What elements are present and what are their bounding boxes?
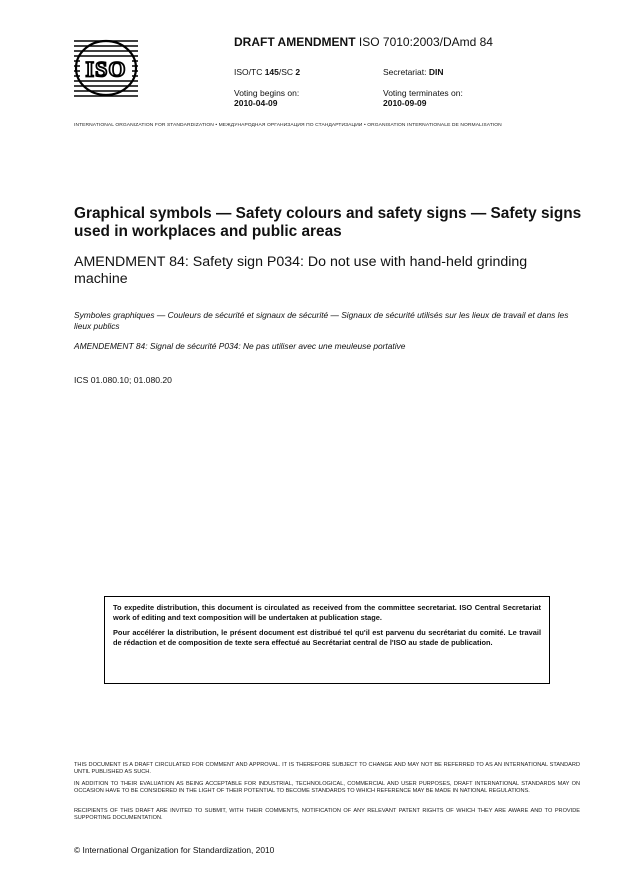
notice-french: Pour accélérer la distribution, le présent document est distribué tel qu'il est parvenu du secrétariat du comité. Le travail de rédaction et de composition de texte sera effectué au Secrétariat central de l'ISO au stade de publication. xyxy=(113,628,541,647)
secretariat-line xyxy=(383,67,443,77)
tc-prefix: ISO/TC xyxy=(234,67,265,77)
amendment-title: AMENDMENT 84: Safety sign P034: Do not use with hand-held grinding machine xyxy=(74,254,528,287)
ics-codes: ICS 01.080.10; 01.080.20 xyxy=(74,375,172,385)
french-title: Symboles graphiques — Couleurs de sécurité et signaux de sécurité — Signaux de sécurité utilisés sur les lieux de travail et dans les lieux publics xyxy=(74,310,569,331)
secretariat-label: Secretariat: xyxy=(383,67,429,77)
voting-terminates xyxy=(383,88,463,108)
iso-logo xyxy=(74,38,138,98)
voting-begins-label: Voting begins on: xyxy=(234,88,300,98)
secretariat-value: DIN xyxy=(428,67,444,77)
notice-english: To expedite distribution, this document is circulated as received from the committee secretariat. ISO Central Secretariat work of editing and text composition will be undertaken at publication stage. xyxy=(113,603,541,622)
footer-draft-notice: THIS DOCUMENT IS A DRAFT CIRCULATED FOR COMMENT AND APPROVAL. IT IS THEREFORE SUBJECT TO CHANGE AND MAY NOT BE REFERRED TO AS AN INTERNATIONAL STANDARD UNTIL PUBLISHED AS SUCH. xyxy=(74,762,580,775)
doc-number: ISO 7010:2003/DAmd 84 xyxy=(358,35,493,49)
voting-begins xyxy=(234,88,299,108)
voting-terminates-date: 2010-09-09 xyxy=(383,98,427,108)
tc-number: 145 xyxy=(264,67,279,77)
draft-label: DRAFT AMENDMENT xyxy=(234,35,356,49)
voting-begins-date: 2010-04-09 xyxy=(234,98,278,108)
french-amendment-title: AMENDEMENT 84: Signal de sécurité P034: Ne pas utiliser avec une meuleuse portative xyxy=(74,341,406,351)
committee-line xyxy=(234,67,300,77)
footer-patent-notice: RECIPIENTS OF THIS DRAFT ARE INVITED TO SUBMIT, WITH THEIR COMMENTS, NOTIFICATION OF ANY RELEVANT PATENT RIGHTS OF WHICH THEY ARE AWARE AND TO PROVIDE SUPPORTING DOCUMENTATION. xyxy=(74,808,580,821)
document-title: Graphical symbols — Safety colours and safety signs — Safety signs used in workplaces and public areas xyxy=(74,205,582,240)
voting-terminates-label: Voting terminates on: xyxy=(383,88,463,98)
organization-line: INTERNATIONAL ORGANIZATION FOR STANDARDIZATION • МЕЖДУНАРОДНАЯ ОРГАНИЗАЦИЯ ПО СТАНДАРТИЗАЦИИ • ORGANISATION INTERNATIONALE DE NORMALISATION xyxy=(74,123,502,128)
iso-logo-text: ISO xyxy=(85,56,127,82)
draft-amendment-line xyxy=(234,35,493,49)
copyright: © International Organization for Standardization, 2010 xyxy=(74,845,275,855)
sc-number: 2 xyxy=(295,67,301,77)
footer-evaluation-notice: IN ADDITION TO THEIR EVALUATION AS BEING ACCEPTABLE FOR INDUSTRIAL, TECHNOLOGICAL, COMMERCIAL AND USER PURPOSES, DRAFT INTERNATIONAL STANDARDS MAY ON OCCASION HAVE TO BE CONSIDERED IN THE LIGHT OF THEIR POTENTIAL TO BECOME STANDARDS TO WHICH REFERENCE MAY BE MADE IN NATIONAL REGULATIONS. xyxy=(74,781,580,794)
distribution-notice-box xyxy=(104,596,550,684)
sc-prefix: /SC xyxy=(278,67,296,77)
